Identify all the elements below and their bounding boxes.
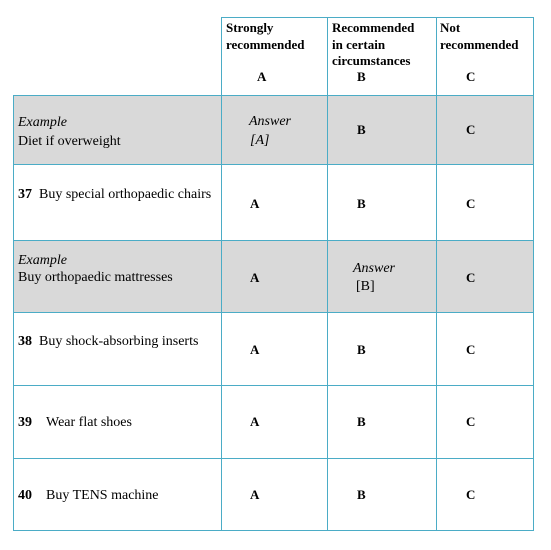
option-a[interactable]: A <box>250 487 260 502</box>
question-number: 40 <box>18 488 32 503</box>
column-letter-b: B <box>357 69 366 84</box>
grid-line-col-b <box>327 17 328 531</box>
column-header-a-line-1: Strongly <box>226 20 274 35</box>
option-b[interactable]: B <box>357 122 366 137</box>
question-text: Buy orthopaedic mattresses <box>18 270 173 285</box>
column-header-a-line-2: recommended <box>226 37 305 52</box>
question-40 <box>18 486 159 505</box>
example-answer-label: Answer <box>353 261 395 276</box>
option-a[interactable]: A <box>250 342 260 357</box>
column-header-b-line-2: in certain <box>332 37 386 52</box>
grid-line-top <box>221 17 533 18</box>
option-c[interactable]: C <box>466 487 476 502</box>
column-header-b-line-3: circumstances <box>332 53 411 68</box>
grid-line <box>13 164 533 165</box>
column-header-c-line-2: recommended <box>440 37 519 52</box>
column-letter-a: A <box>257 69 267 84</box>
option-a[interactable]: A <box>250 196 260 211</box>
question-text: Buy TENS machine <box>46 488 159 503</box>
question-text: Buy special orthopaedic chairs <box>39 187 212 202</box>
grid-line-bottom <box>13 530 534 531</box>
question-number: 39 <box>18 415 32 430</box>
question-37 <box>18 185 211 204</box>
grid-line-col-a <box>221 17 222 531</box>
option-a[interactable]: A <box>250 270 260 285</box>
column-header-b-line-1: Recommended <box>332 20 415 35</box>
option-b[interactable]: B <box>357 487 366 502</box>
example-answer-label: Answer <box>249 114 291 129</box>
question-text: Buy shock-absorbing inserts <box>39 334 199 349</box>
option-c[interactable]: C <box>466 414 476 429</box>
example-label: Example <box>18 115 67 130</box>
grid-line-right <box>533 17 534 531</box>
question-text: Diet if overweight <box>18 134 121 149</box>
option-c[interactable]: C <box>466 342 476 357</box>
example-answer-value: [B] <box>356 279 375 294</box>
question-number: 38 <box>18 334 32 349</box>
grid-line <box>13 312 533 313</box>
grid-line <box>13 385 533 386</box>
option-b[interactable]: B <box>357 342 366 357</box>
option-b[interactable]: B <box>357 196 366 211</box>
example-answer-value: [A] <box>250 133 270 148</box>
question-38 <box>18 332 198 351</box>
grid-line-col-c <box>436 17 437 531</box>
option-c[interactable]: C <box>466 196 476 211</box>
option-c[interactable]: C <box>466 270 476 285</box>
option-c[interactable]: C <box>466 122 476 137</box>
example-label: Example <box>18 253 67 268</box>
grid-line <box>13 458 533 459</box>
grid-line-left <box>13 95 14 531</box>
grid-line <box>13 240 533 241</box>
option-a[interactable]: A <box>250 414 260 429</box>
grid-line-header-bottom <box>13 95 533 96</box>
question-number: 37 <box>18 187 32 202</box>
column-header-c-line-1: Not <box>440 20 461 35</box>
question-39 <box>18 413 132 432</box>
option-b[interactable]: B <box>357 414 366 429</box>
column-letter-c: C <box>466 69 476 84</box>
question-text: Wear flat shoes <box>46 415 132 430</box>
